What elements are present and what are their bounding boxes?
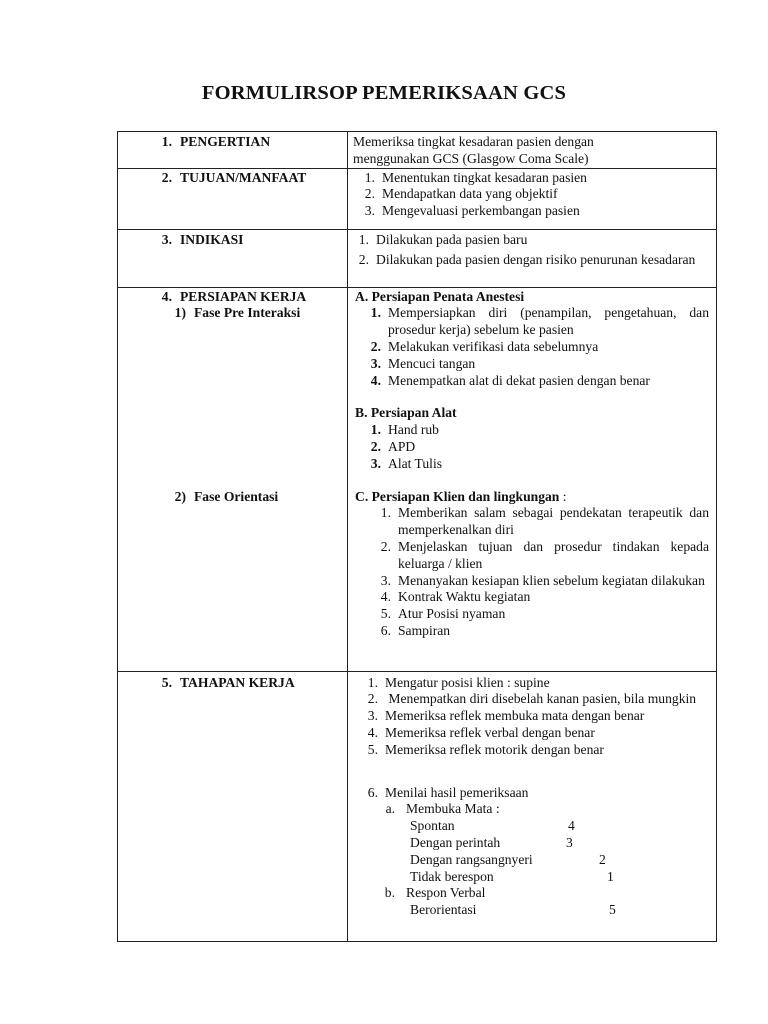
row-label-cell [118, 132, 348, 169]
row-label: TAHAPAN KERJA [180, 674, 295, 690]
row-label-cell [118, 287, 348, 671]
list-item: 2. Menempatkan diri disebelah kanan pasien, bila mungkin [367, 691, 697, 707]
section-title: A. Persiapan Penata Anestesi [355, 288, 525, 304]
list-item: 2. APD [370, 438, 416, 454]
list-item: 1. Mempersiapkan diri (penampilan, pengetahuan, dan prosedur kerja) sebelum ke pasien [370, 305, 709, 338]
list-item: 2. Menjelaskan tujuan dan prosedur tindakan kepada keluarga / klien [380, 538, 709, 571]
phase-label: Fase Pre Interaksi [194, 305, 301, 321]
table-row-indikasi [118, 229, 717, 287]
row-label-cell [118, 229, 348, 287]
section-title: B. Persiapan Alat [355, 405, 457, 421]
list-item: 3. Menanyakan kesiapan klien sebelum kegiatan dilakukan [380, 572, 705, 588]
row-content-cell [348, 168, 717, 229]
score-row: Dengan rangsangnyeri 2 [410, 851, 606, 867]
row-content-cell [348, 132, 717, 169]
list-item: 3. Mengevaluasi perkembangan pasien [364, 203, 580, 219]
score-row: Tidak berespon 1 [410, 868, 614, 884]
phase-number: 1) [174, 305, 186, 321]
list-item: 2. Dilakukan pada pasien dengan risiko penurunan kesadaran [358, 252, 696, 268]
list-item: 5. Memeriksa reflek motorik dengan benar [367, 741, 604, 757]
row-number: 3. [161, 231, 172, 247]
table-row-tahapan [118, 671, 717, 941]
sub-list-item: b. Respon Verbal [384, 885, 486, 901]
list-item: 3. Mencuci tangan [370, 355, 476, 371]
row-number: 2. [161, 169, 172, 185]
score-row: Spontan 4 [410, 818, 575, 834]
table-row-tujuan [118, 168, 717, 229]
list-item: 1. Menentukan tingkat kesadaran pasien [364, 169, 587, 185]
row-label: TUJUAN/MANFAAT [180, 169, 307, 185]
list-item: 4. Menempatkan alat di dekat pasien dengan benar [370, 372, 650, 388]
score-row: Dengan perintah 3 [410, 834, 573, 850]
row-content-cell [348, 287, 717, 671]
sub-list-item: a. Membuka Mata : [385, 801, 500, 817]
list-item: 1. Mengatur posisi klien : supine [367, 674, 550, 690]
list-item: 2. Melakukan verifikasi data sebelumnya [370, 338, 599, 354]
phase-label: Fase Orientasi [194, 489, 279, 505]
row-label-cell [118, 168, 348, 229]
list-item: 1. Dilakukan pada pasien baru [358, 231, 528, 247]
sop-table [117, 131, 717, 942]
list-item: 6. Sampiran [380, 622, 451, 638]
score-row: Berorientasi 5 [410, 902, 616, 918]
list-item: 3. Alat Tulis [370, 455, 443, 471]
pengertian-line-1: Memeriksa tingkat kesadaran pasien dengan [353, 134, 594, 149]
pengertian-line-2: menggunakan GCS (Glasgow Coma Scale) [353, 150, 589, 166]
list-item: 3. Memeriksa reflek membuka mata dengan benar [367, 708, 645, 724]
list-item: 2. Mendapatkan data yang objektif [364, 186, 558, 202]
list-item: 6. Menilai hasil pemeriksaan [367, 784, 529, 800]
row-label-cell [118, 671, 348, 941]
row-content-cell [348, 671, 717, 941]
phase-number: 2) [174, 489, 186, 505]
table-row-persiapan [118, 287, 717, 671]
row-label: PENGERTIAN [180, 134, 271, 149]
section-title: C. Persiapan Klien dan lingkungan : [355, 488, 567, 504]
list-item: 1. Memberikan salam sebagai pendekatan terapeutik dan memperkenalkan diri [380, 505, 709, 538]
document-title: FORMULIRSOP PEMERIKSAAN GCS [201, 82, 567, 104]
row-number: 1. [161, 134, 172, 149]
row-number: 4. [161, 288, 172, 304]
row-content-cell [348, 229, 717, 287]
list-item: 4. Memeriksa reflek verbal dengan benar [367, 724, 595, 740]
row-number: 5. [161, 674, 172, 690]
row-label: INDIKASI [180, 231, 244, 247]
table-row-pengertian [118, 132, 717, 169]
list-item: 4. Kontrak Waktu kegiatan [380, 589, 531, 605]
list-item: 5. Atur Posisi nyaman [380, 606, 506, 622]
list-item: 1. Hand rub [370, 422, 439, 438]
row-label: PERSIAPAN KERJA [180, 288, 307, 304]
